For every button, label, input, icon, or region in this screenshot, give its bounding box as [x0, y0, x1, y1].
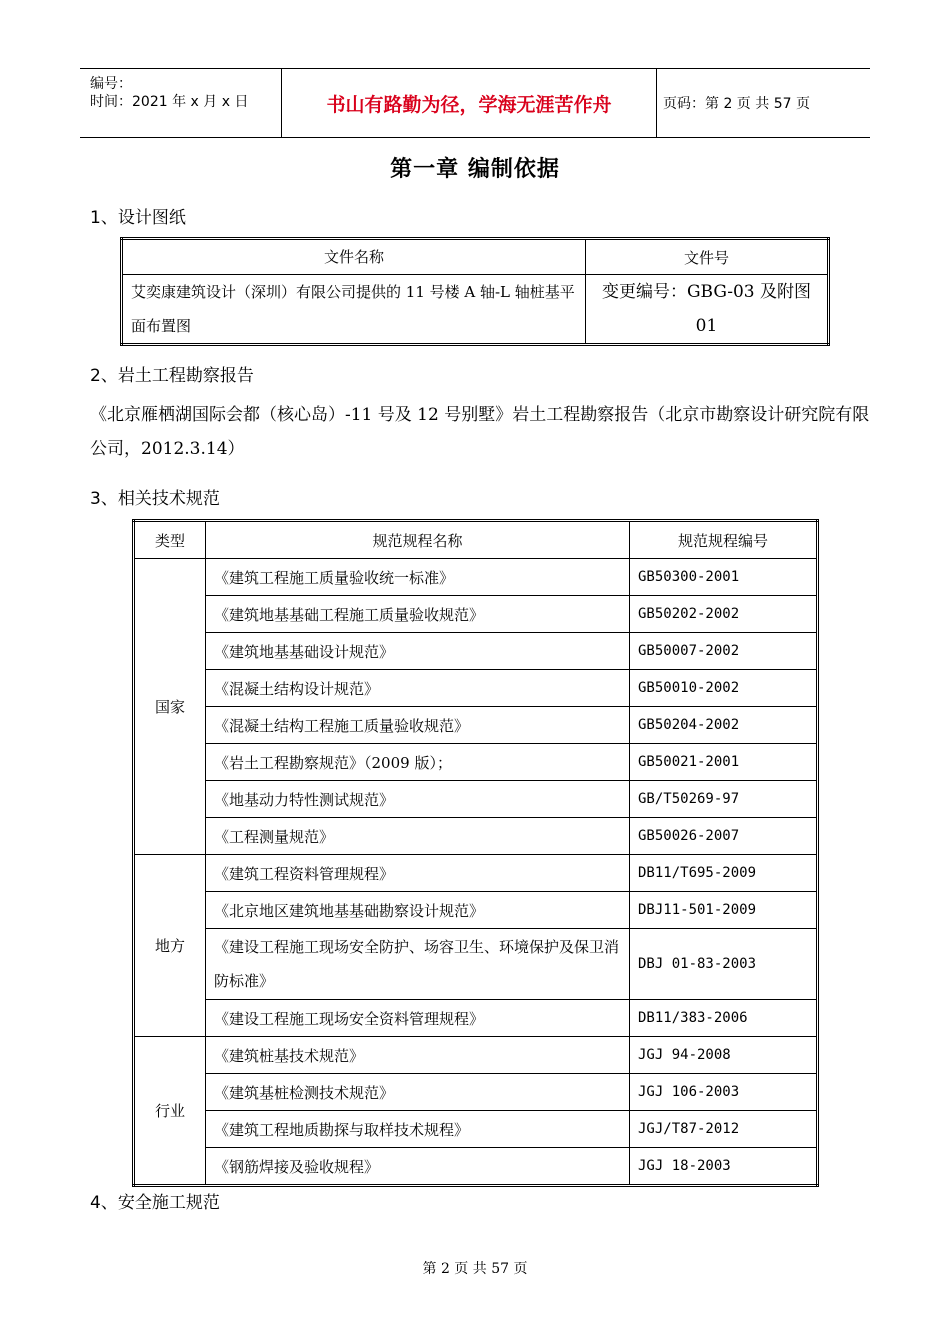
standard-name-cell: 《混凝土结构设计规范》 — [206, 670, 630, 707]
standard-name-cell: 《建筑工程地质勘探与取样技术规程》 — [206, 1111, 630, 1148]
table-header-row — [122, 239, 829, 275]
table-row — [134, 744, 818, 781]
standard-code-cell: GB50300-2001 — [630, 559, 818, 596]
header-motto: 书山有路勤为径，学海无涯苦作舟 — [281, 69, 657, 137]
standard-name-cell: 《北京地区建筑地基基础勘察设计规范》 — [206, 892, 630, 929]
table-row — [134, 1074, 818, 1111]
table-row — [134, 855, 818, 892]
table-row — [134, 633, 818, 670]
standard-type-cell: 国家 — [134, 559, 206, 855]
standard-name-cell: 《建筑地基基础工程施工质量验收规范》 — [206, 596, 630, 633]
standards-table — [132, 519, 819, 1187]
standard-name-cell: 《混凝土结构工程施工质量验收规范》 — [206, 707, 630, 744]
header-meta — [80, 69, 280, 137]
standard-code-cell: DB11/T695-2009 — [630, 855, 818, 892]
section-heading-safety: 4、安全施工规范 — [90, 1193, 220, 1213]
standard-name-cell: 《建筑工程资料管理规程》 — [206, 855, 630, 892]
section-heading-drawings: 1、设计图纸 — [90, 208, 186, 228]
table-header-cell: 规范规程编号 — [630, 521, 818, 559]
standard-name-cell: 《建筑基桩检测技术规范》 — [206, 1074, 630, 1111]
document-date: 时间：2021 年 x 月 x 日 — [90, 94, 249, 110]
standard-name-cell: 《建筑桩基技术规范》 — [206, 1037, 630, 1074]
standard-type-cell: 地方 — [134, 855, 206, 1037]
table-row — [134, 1111, 818, 1148]
page-footer — [0, 1258, 950, 1278]
standard-code-cell: GB50204-2002 — [630, 707, 818, 744]
standard-code-cell: DBJ 01-83-2003 — [630, 929, 818, 1000]
standard-code-cell: DBJ11-501-2009 — [630, 892, 818, 929]
table-row — [134, 1037, 818, 1074]
standard-code-cell: JGJ 18-2003 — [630, 1148, 818, 1186]
header-page-info: 页码：第 2 页 共 57 页 — [663, 96, 810, 112]
standard-code-cell: GB50021-2001 — [630, 744, 818, 781]
table-row — [134, 929, 818, 1000]
drawing-name-cell: 艾奕康建筑设计（深圳）有限公司提供的 11 号楼 A 轴-L 轴桩基平面布置图 — [122, 275, 586, 345]
table-row — [134, 559, 818, 596]
standard-code-cell: GB50007-2002 — [630, 633, 818, 670]
standard-type-cell: 行业 — [134, 1037, 206, 1186]
table-row — [122, 275, 829, 345]
standard-code-cell: JGJ 106-2003 — [630, 1074, 818, 1111]
table-row — [134, 707, 818, 744]
standard-code-cell: JGJ 94-2008 — [630, 1037, 818, 1074]
table-row — [134, 892, 818, 929]
table-row — [134, 1000, 818, 1037]
table-row — [134, 818, 818, 855]
standard-name-cell: 《建设工程施工现场安全防护、场容卫生、环境保护及保卫消防标准》 — [206, 929, 630, 1000]
table-row — [134, 781, 818, 818]
drawings-table — [120, 237, 830, 346]
standard-name-cell: 《工程测量规范》 — [206, 818, 630, 855]
table-row — [134, 1148, 818, 1186]
table-row — [134, 596, 818, 633]
standard-code-cell: GB50026-2007 — [630, 818, 818, 855]
table-header-cell: 文件号 — [586, 239, 829, 275]
standard-name-cell: 《岩土工程勘察规范》（2009 版）； — [206, 744, 630, 781]
table-header-cell: 规范规程名称 — [206, 521, 630, 559]
table-header-cell: 类型 — [134, 521, 206, 559]
standard-code-cell: JGJ/T87-2012 — [630, 1111, 818, 1148]
table-header-row — [134, 521, 818, 559]
section-heading-standards: 3、相关技术规范 — [90, 489, 220, 509]
standard-name-cell: 《建设工程施工现场安全资料管理规程》 — [206, 1000, 630, 1037]
standard-name-cell: 《建筑工程施工质量验收统一标准》 — [206, 559, 630, 596]
table-row — [134, 670, 818, 707]
standard-name-cell: 《地基动力特性测试规范》 — [206, 781, 630, 818]
document-number-label: 编号： — [90, 76, 132, 92]
page-header — [80, 68, 870, 138]
survey-report-text: 《北京雁栖湖国际会都（核心岛）-11 号及 12 号别墅》岩土工程勘察报告（北京市勘察设计研究院有限公司，2012.3.14） — [90, 405, 870, 459]
chapter-title: 第一章 编制依据 — [390, 157, 560, 182]
standard-code-cell: GB50202-2002 — [630, 596, 818, 633]
section-heading-survey: 2、岩土工程勘察报告 — [90, 366, 254, 386]
standard-code-cell: GB50010-2002 — [630, 670, 818, 707]
drawing-number-cell: 变更编号：GBG-03 及附图 01 — [586, 275, 829, 345]
standard-code-cell: GB/T50269-97 — [630, 781, 818, 818]
table-header-cell: 文件名称 — [122, 239, 586, 275]
standard-name-cell: 《建筑地基基础设计规范》 — [206, 633, 630, 670]
standard-code-cell: DB11/383-2006 — [630, 1000, 818, 1037]
standard-name-cell: 《钢筋焊接及验收规程》 — [206, 1148, 630, 1186]
footer-page-number: 第 2 页 共 57 页 — [422, 1261, 528, 1277]
